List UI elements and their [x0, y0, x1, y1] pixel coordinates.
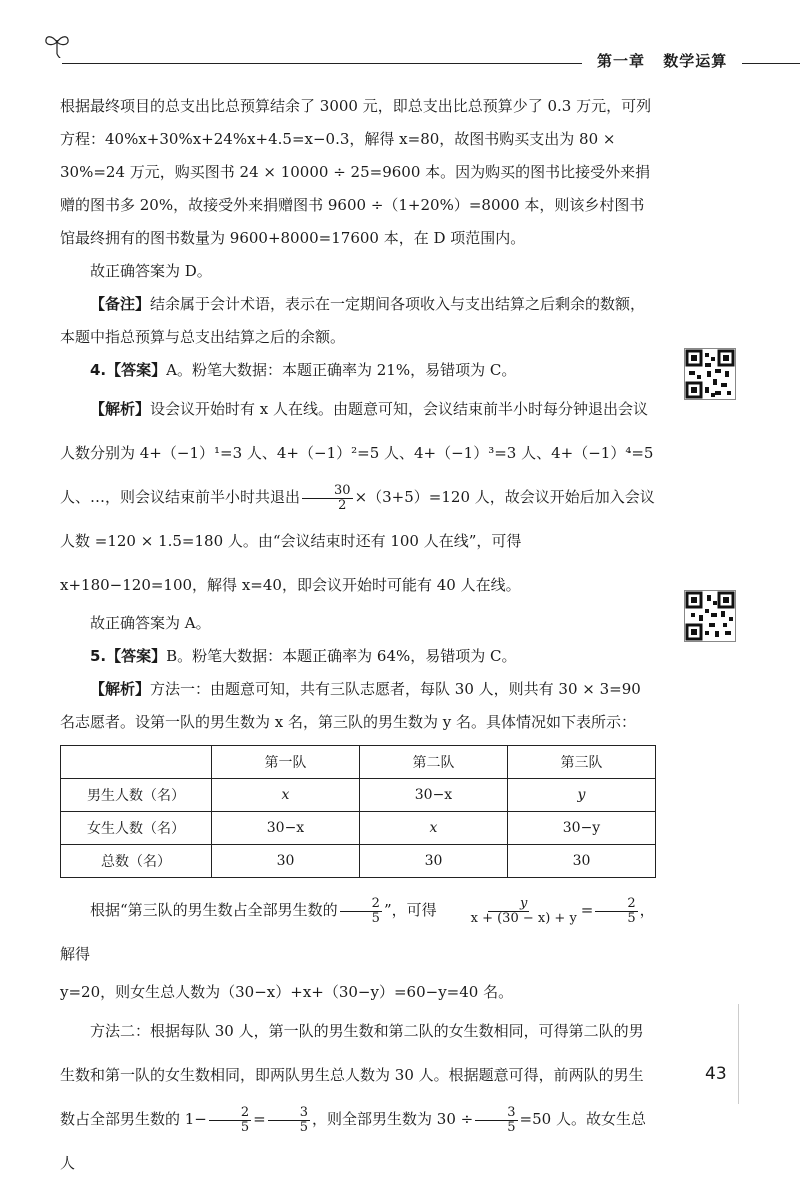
text: =50 人。故女生总人 — [60, 1110, 646, 1172]
fraction-denominator: 5 — [627, 910, 636, 926]
table-cell: 30−x — [212, 812, 360, 845]
table-header-cell: 第三队 — [508, 746, 656, 779]
text: ”，可得 — [383, 901, 437, 919]
fraction-denominator: 5 — [299, 1119, 309, 1135]
fraction-denominator: 5 — [371, 910, 380, 926]
method-1-conclusion — [60, 888, 656, 976]
answer-tag: 5.【答案】 — [90, 647, 167, 665]
fraction-numerator: 2 — [209, 1106, 251, 1121]
page-body — [60, 90, 656, 1185]
table-header-cell: 第二队 — [360, 746, 508, 779]
table-cell: 30 — [360, 845, 508, 878]
table-cell: 男生人数（名） — [61, 779, 212, 812]
text: 方法二：根据每队 30 人，第一队的男生数和第二队的女生数相同，可得第二队的男生数和第一队的女生数相同，即两队男生总人数为 30 人。根据题意可得，前两队的男生数占全部男生数的 1− — [60, 1022, 644, 1128]
fraction-numerator: 3 — [268, 1106, 310, 1121]
note-text: 结余属于会计术语，表示在一定期间各项收入与支出结算之后剩余的数额，本题中指总预算与总支出结算之后的余额。 — [60, 295, 646, 346]
text: 根据“第三队的男生数占全部男生数的 — [90, 901, 338, 919]
table-cell: 30 — [508, 845, 656, 878]
fraction-numerator: y — [488, 897, 529, 912]
table-cell: 30−y — [508, 812, 656, 845]
table-row — [61, 812, 656, 845]
fraction-numerator: 2 — [340, 897, 382, 912]
answer-line: 故正确答案为 A。 — [90, 614, 211, 632]
fraction-denominator: 5 — [507, 1119, 516, 1135]
table-cell: 女生人数（名） — [61, 812, 212, 845]
text: ，解得 — [60, 901, 655, 963]
text: ，则全部男生数为 30 ÷ — [312, 1110, 474, 1128]
answer-text: A。粉笔大数据：本题正确率为 21%，易错项为 C。 — [166, 361, 517, 379]
table-cell: y — [508, 779, 656, 812]
explain-text-cont: ×（3+5）=120 人，故会议开始后加入会议人数 =120 × 1.5=180 人。由“会议结束时还有 100 人在线”，可得 x+180−120=100，解得 x=40，即会议开始时可能有 40 人在线。 — [60, 488, 655, 594]
table-cell: x — [212, 779, 360, 812]
method-2-paragraph — [60, 1009, 656, 1185]
fraction-denominator: x + (30 − x) + y — [470, 910, 577, 926]
margin-rule — [738, 1004, 739, 1104]
fraction — [439, 897, 579, 925]
fraction-numerator: 3 — [475, 1106, 517, 1121]
answer-text: B。粉笔大数据：本题正确率为 64%，易错项为 C。 — [166, 647, 517, 665]
page-number: 43 — [705, 1064, 727, 1084]
table-header-cell — [61, 746, 212, 779]
qr-code-icon[interactable] — [684, 590, 736, 642]
fraction-numerator: 30 — [302, 484, 353, 499]
table-row — [61, 779, 656, 812]
volunteer-table — [60, 745, 656, 878]
header-rule-left — [62, 63, 582, 64]
chapter-label: 第一章 — [597, 52, 646, 70]
fraction-denominator: 2 — [338, 497, 347, 513]
fraction — [302, 484, 353, 512]
table-cell: 30 — [212, 845, 360, 878]
table-cell: x — [360, 812, 508, 845]
explain-tag: 【解析】 — [90, 680, 151, 698]
fraction — [595, 897, 637, 925]
question-5-explanation — [60, 673, 656, 739]
equals-sign: = — [580, 901, 594, 919]
fraction — [340, 897, 382, 925]
question-4-explanation — [60, 387, 656, 607]
paragraph: 根据最终项目的总支出比总预算结余了 3000 元，即总支出比总预算少了 0.3 万元，可列方程：40%x+30%x+24%x+4.5=x−0.3，解得 x=80，故图书购买支出为 80 × 30%=24 万元，购买图书 24 × 10000 ÷ 25=9600 本。因为购买的图书比接受外来捐赠的图书多 20%，故接受外来捐赠图书 9600 ÷（1+20%）=8000 本，则该乡村图书馆最终拥有的图书数量为 9600+8000=17600 本，在 D 项范围内。 — [60, 97, 652, 247]
page-header — [0, 0, 800, 80]
method-1-result: y=20，则女生总人数为（30−x）+x+（30−y）=60−y=40 名。 — [60, 983, 514, 1001]
table-row — [61, 845, 656, 878]
note-paragraph — [60, 288, 656, 354]
question-5-answer — [60, 640, 656, 673]
header-rule-right — [742, 63, 800, 64]
explain-text: 设会议开始时有 x 人在线。由题意可知，会议结束前半小时每分钟退出会议人数分别为 4+（−1）¹=3 人、4+（−1）²=5 人、4+（−1）³=3 人、4+（−1）⁴=5 人、…，则会议结束前半小时共退出 — [60, 400, 654, 506]
note-tag: 【备注】 — [90, 295, 151, 313]
table-cell: 30−x — [360, 779, 508, 812]
leaf-icon — [42, 30, 72, 58]
explain-tag: 【解析】 — [90, 400, 151, 418]
equals-sign: = — [253, 1110, 266, 1128]
chapter-heading — [597, 50, 727, 71]
explain-text: 方法一：由题意可知，共有三队志愿者，每队 30 人，则共有 30 × 3=90 名志愿者。设第一队的男生数为 x 名，第三队的男生数为 y 名。具体情况如下表所示： — [60, 680, 641, 731]
question-4-answer — [60, 354, 656, 387]
table-header-cell: 第一队 — [212, 746, 360, 779]
table-cell: 总数（名） — [61, 845, 212, 878]
qr-code-icon[interactable] — [684, 348, 736, 400]
fraction-numerator: 2 — [595, 897, 637, 912]
table-header-row — [61, 746, 656, 779]
chapter-title: 数学运算 — [663, 52, 728, 70]
answer-line: 故正确答案为 D。 — [90, 262, 212, 280]
answer-tag: 4.【答案】 — [90, 361, 167, 379]
fraction-denominator: 5 — [240, 1119, 250, 1135]
